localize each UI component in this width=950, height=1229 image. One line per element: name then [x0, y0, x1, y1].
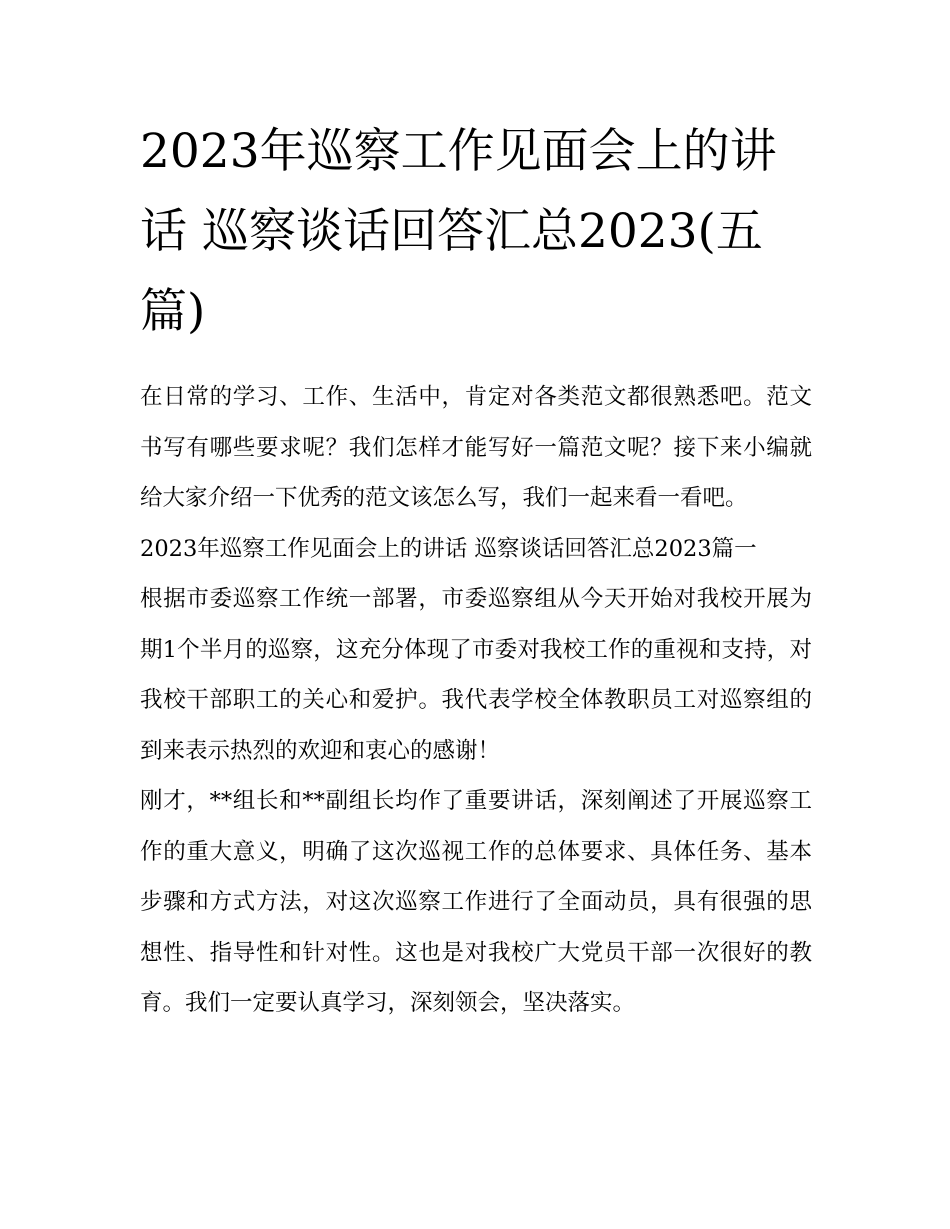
document-body [140, 372, 812, 1029]
body-paragraph: 刚才，**组长和**副组长均作了重要讲话，深刻阐述了开展巡察工作的重大意义，明确了这次巡视工作的总体要求、具体任务、基本步骤和方式方法，对这次巡察工作进行了全面动员，具有很强的思想性、指导性和针对性。这也是对我校广大党员干部一次很好的教育。我们一定要认真学习，深刻领会，坚决落实。 [140, 788, 812, 1016]
body-paragraph: 根据市委巡察工作统一部署，市委巡察组从今天开始对我校开展为期1个半月的巡察，这充分体现了市委对我校工作的重视和支持，对我校干部职工的关心和爱护。我代表学校全体教职员工对巡察组的到来表示热烈的欢迎和衷心的感谢！ [140, 586, 812, 764]
intro-paragraph: 在日常的学习、工作、生活中，肯定对各类范文都很熟悉吧。范文书写有哪些要求呢？我们怎样才能写好一篇范文呢？接下来小编就给大家介绍一下优秀的范文该怎么写，我们一起来看一看吧。 [140, 384, 812, 511]
document-page [140, 112, 812, 1029]
document-title: 2023年巡察工作见面会上的讲话 巡察谈话回答汇总2023(五篇) [140, 124, 777, 339]
section-heading: 2023年巡察工作见面会上的讲话 巡察谈话回答汇总2023篇一 [140, 535, 757, 562]
